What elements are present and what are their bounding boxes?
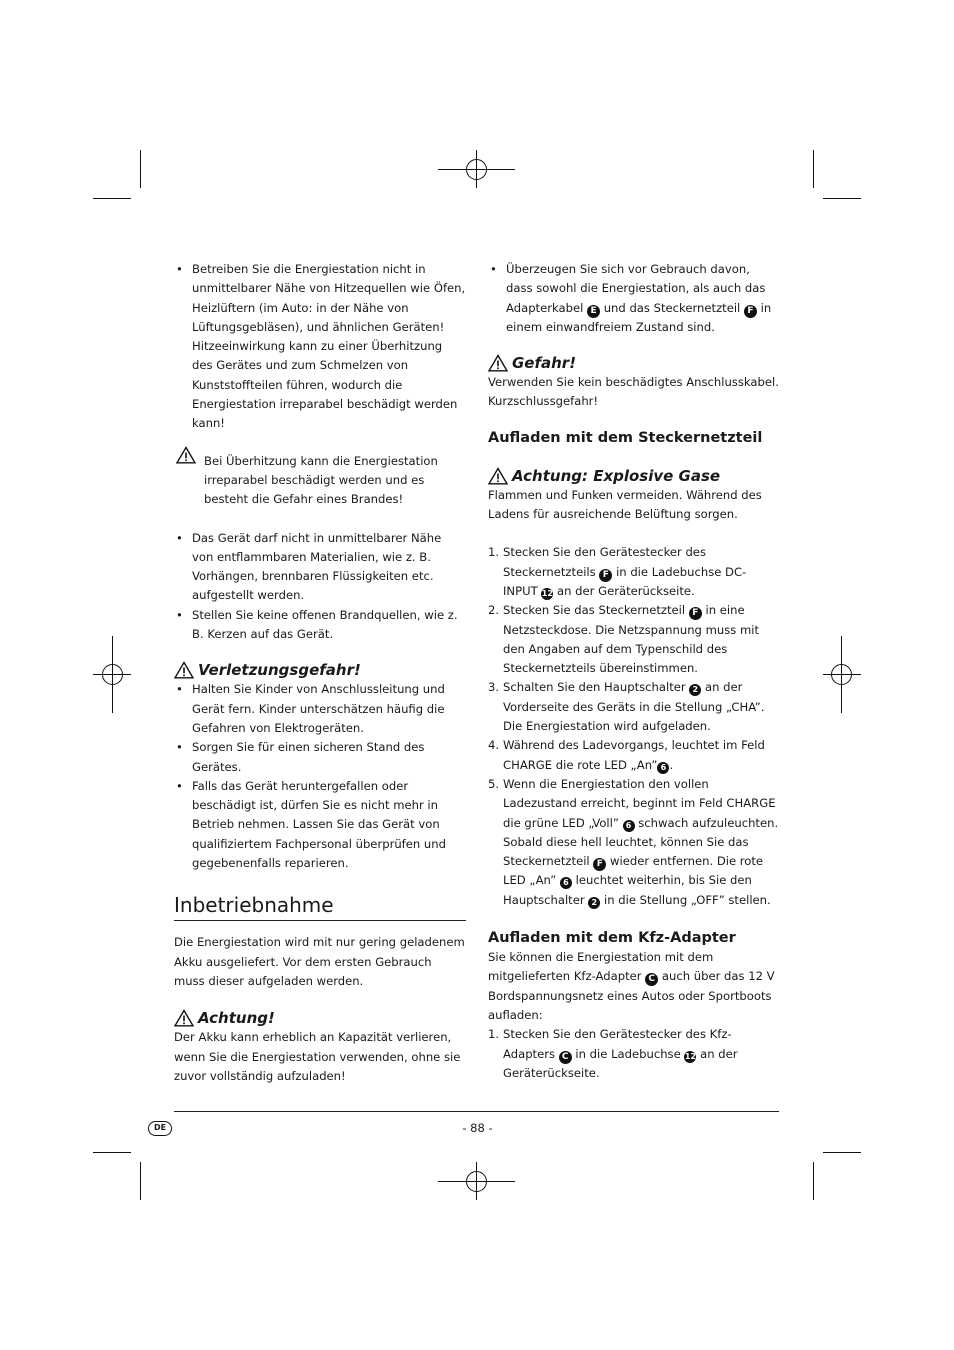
car-steps	[488, 1025, 780, 1083]
danger-heading	[488, 353, 780, 373]
ref-12-icon: 12	[541, 588, 553, 598]
language-badge: DE	[148, 1121, 172, 1136]
list-item: • Stellen Sie keine offenen Brandquellen, wie z. B. Kerzen auf das Gerät.	[174, 606, 466, 645]
fire-safety-list	[174, 529, 466, 645]
explosive-heading-text: Achtung: Explosive Gase	[512, 466, 721, 485]
attention-text: Der Akku kann erheblich an Kapazität verlieren, wenn Sie die Energiestation verwenden, ohne sie zuvor vollständig aufzuladen!	[174, 1030, 461, 1083]
car-heading: Aufladen mit dem Kfz-Adapter	[488, 930, 736, 947]
attention-heading	[174, 1008, 466, 1028]
ref-2-icon: 2	[689, 684, 701, 696]
page-number: - 88 -	[462, 1121, 493, 1135]
attention-heading-text: Achtung!	[198, 1009, 275, 1028]
list-item: 1. Stecken Sie den Gerätestecker des Kfz-Adapters C in die Ladebuchse 12 an der Geräterückseite.	[488, 1027, 738, 1080]
list-item: • Falls das Gerät heruntergefallen oder beschädigt ist, dürfen Sie es nicht mehr in Betrieb nehmen. Lassen Sie das Gerät von qualifiziertem Fachpersonal überprüfen und gegebenenfalls reparieren.	[174, 777, 466, 873]
danger-heading-text: Gefahr!	[512, 354, 577, 373]
list-item: • Das Gerät darf nicht in unmittelbarer Nähe von entflammbaren Materialien, wie z. B. Vorhängen, brennbaren Flüssigkeiten etc. aufgestellt werden.	[174, 529, 466, 606]
injury-list	[174, 680, 466, 873]
injury-heading-text: Verletzungsgefahr!	[198, 661, 361, 680]
ref-2-icon: 2	[588, 897, 600, 909]
explosive-heading	[488, 466, 780, 486]
warning-triangle-icon	[488, 467, 508, 485]
charge-steps	[488, 543, 780, 910]
right-column	[488, 260, 780, 1083]
car-text: Sie können die Energiestation mit dem mitgelieferten Kfz-Adapter C auch über das 12 V Bordspannungsnetz eines Autos oder Sportboots aufladen:	[488, 950, 775, 1022]
warning-triangle-icon	[174, 1009, 194, 1027]
list-item: 2. Stecken Sie das Steckernetzteil F in eine Netzsteckdose. Die Netzspannung muss mit den Angaben auf dem Typenschild des Steckernetzteils übereinstimmen.	[488, 603, 760, 676]
list-item: • Betreiben Sie die Energiestation nicht in unmittelbarer Nähe von Hitzequellen wie Öfen, Heizlüftern (im Auto: in der Nähe von Lüftungsgebläsen), und ähnlichen Geräten! Hitzeeinwirkung kann zu einer Überhitzung des Gerätes und zum Schmelzen von Kunststoffteilen führen, wodurch die Energiestation irreparabel beschädigt werden kann!	[174, 260, 466, 434]
ref-6-icon: 6	[623, 820, 635, 832]
injury-heading	[174, 660, 466, 680]
list-item: 4. Während des Ladevorgangs, leuchtet im Feld CHARGE die rote LED „An” 6 .	[488, 738, 765, 772]
ref-f-icon: F	[689, 607, 702, 620]
intro-text: Die Energiestation wird mit nur gering geladenem Akku ausgeliefert. Vor dem ersten Gebrauch muss dieser aufgeladen werden.	[174, 935, 465, 988]
ref-e-icon: E	[587, 305, 600, 318]
ref-c-icon: C	[645, 973, 658, 986]
section-title: Inbetriebnahme	[174, 892, 466, 921]
list-item: 5. Wenn die Energiestation den vollen Ladezustand erreicht, beginnt im Feld CHARGE die grüne LED „Voll” 6 schwach aufzuleuchten. Sobald diese hell leuchtet, können Sie das Steckernetzteil F wieder entfernen. Die rote LED „An” 6 leuchtet weiterhin, bis Sie den Hauptschalter 2 in die Stellung „OFF” stellen.	[488, 776, 779, 907]
list-item: 1. Stecken Sie den Gerätestecker des Steckernetzteils F in die Ladebuchse DC-INPUT 12 an der Geräterückseite.	[488, 545, 747, 598]
ref-f-icon: F	[593, 858, 606, 871]
warning-triangle-icon	[488, 354, 508, 372]
explosive-text: Flammen und Funken vermeiden. Während des Ladens für ausreichende Belüftung sorgen.	[488, 487, 762, 522]
safety-list	[174, 260, 466, 434]
footer-divider	[174, 1111, 779, 1112]
ref-6-icon: 6	[657, 762, 669, 774]
danger-note	[174, 452, 466, 510]
list-item: • Sorgen Sie für einen sicheren Stand des Gerätes.	[174, 738, 466, 777]
danger-text: Verwenden Sie kein beschädigtes Anschlusskabel. Kurzschlussgefahr!	[488, 375, 779, 409]
warning-triangle-icon	[176, 446, 196, 464]
danger-note-text: Bei Überhitzung kann die Energiestation irreparabel beschädigt werden und es besteht die Gefahr eines Brandes!	[204, 453, 438, 507]
list-item: • Überzeugen Sie sich vor Gebrauch davon, dass sowohl die Energiestation, als auch das Adapterkabel E und das Steckernetzteil F in einem einwandfreiem Zustand sind.	[488, 260, 780, 337]
ref-f-icon: F	[599, 569, 612, 582]
check-list	[488, 260, 780, 337]
ref-c-icon: C	[559, 1051, 572, 1064]
ref-12-icon: 12	[684, 1051, 696, 1061]
left-column	[174, 260, 466, 1086]
ref-f-icon: F	[744, 305, 757, 318]
list-item: 3. Schalten Sie den Hauptschalter 2 an der Vorderseite des Geräts in die Stellung „CHA”. Die Energiestation wird aufgeladen.	[488, 680, 765, 734]
ref-6-icon: 6	[560, 877, 572, 889]
charge-heading: Aufladen mit dem Steckernetzteil	[488, 429, 763, 446]
warning-triangle-icon	[174, 661, 194, 679]
list-item: • Halten Sie Kinder von Anschlussleitung und Gerät fern. Kinder unterschätzen häufig die Gefahren von Elektrogeräten.	[174, 680, 466, 738]
